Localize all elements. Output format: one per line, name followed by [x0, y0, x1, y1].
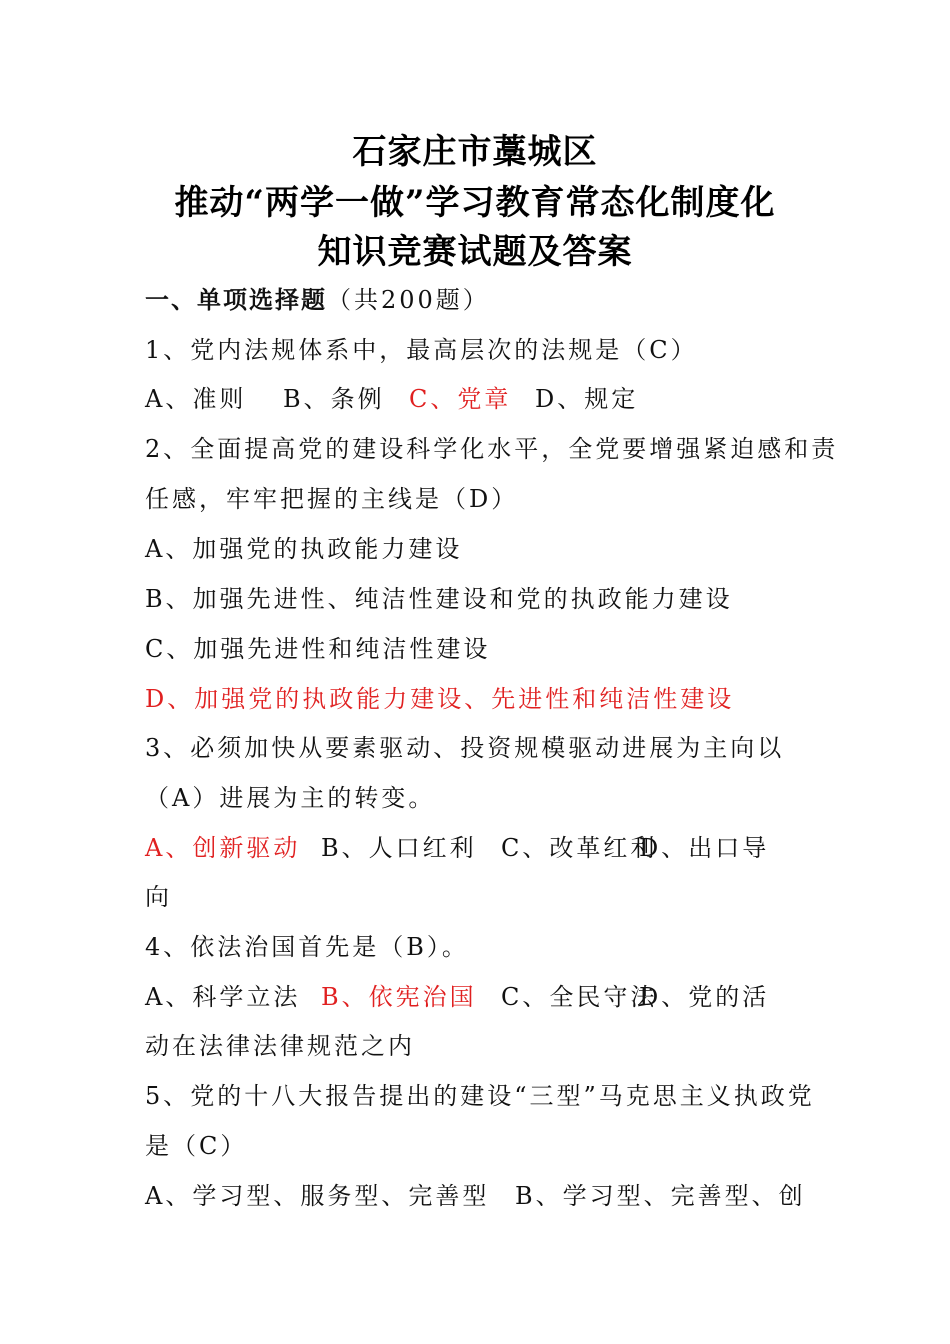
q2-option-a: A、加强党的执政能力建设 [145, 535, 463, 563]
question-2-line-2: 任感，牢牢把握的主线是（D） [145, 485, 519, 513]
question-5-options [145, 1181, 805, 1211]
q3-option-b: B、人口红利 [321, 834, 477, 862]
q4-option-d: D、党的活 [639, 983, 770, 1011]
question-2-line-1: 2、全面提高党的建设科学化水平，全党要增强紧迫感和责 [145, 435, 839, 463]
question-3-options [145, 833, 805, 863]
question-4-options [145, 982, 805, 1012]
q3-options-continuation: 向 [145, 883, 172, 911]
question-3-line-1: 3、必须加快从要素驱动、投资规模驱动进展为主向以 [145, 734, 785, 762]
q1-option-b: B、条例 [283, 385, 385, 413]
question-4: 4、依法治国首先是（B）。 [145, 933, 469, 961]
q2-option-c: C、加强先进性和纯洁性建设 [145, 635, 491, 663]
q5-option-a: A、学习型、服务型、完善型 [145, 1182, 490, 1210]
q4-option-a: A、科学立法 [145, 983, 301, 1011]
q3-option-a-answer: A、创新驱动 [145, 834, 301, 862]
question-1: 1、党内法规体系中，最高层次的法规是（C） [145, 336, 698, 364]
section-count: （共200题） [327, 286, 490, 314]
question-5-line-2: 是（C） [145, 1132, 248, 1160]
question-1-options [145, 384, 805, 414]
question-3-line-2: （A）进展为主的转变。 [145, 784, 436, 812]
q1-option-c-answer: C、党章 [409, 385, 512, 413]
q4-option-c: C、全民守法 [501, 983, 658, 1011]
title-line-2: 推动“两学一做”学习教育常态化制度化 [174, 183, 776, 223]
q5-option-b: B、学习型、完善型、创 [515, 1182, 806, 1210]
title-line-3: 知识竞赛试题及答案 [317, 232, 633, 272]
section-title: 一、单项选择题 [145, 286, 327, 314]
q4-options-continuation: 动在法律法律规范之内 [145, 1032, 415, 1060]
section-heading [145, 285, 805, 315]
question-5-line-1: 5、党的十八大报告提出的建设“三型”马克思主义执政党 [145, 1082, 815, 1110]
q1-option-d: D、规定 [535, 385, 639, 413]
q2-option-b: B、加强先进性、纯洁性建设和党的执政能力建设 [145, 585, 733, 613]
q1-option-a: A、准则 [145, 385, 247, 413]
q4-option-b-answer: B、依宪治国 [321, 983, 477, 1011]
q3-option-c: C、改革红利 [501, 834, 658, 862]
q3-option-d: D、出口导 [639, 834, 770, 862]
title-line-1: 石家庄市藁城区 [352, 132, 598, 172]
q2-option-d-answer: D、加强党的执政能力建设、先进性和纯洁性建设 [145, 685, 735, 713]
